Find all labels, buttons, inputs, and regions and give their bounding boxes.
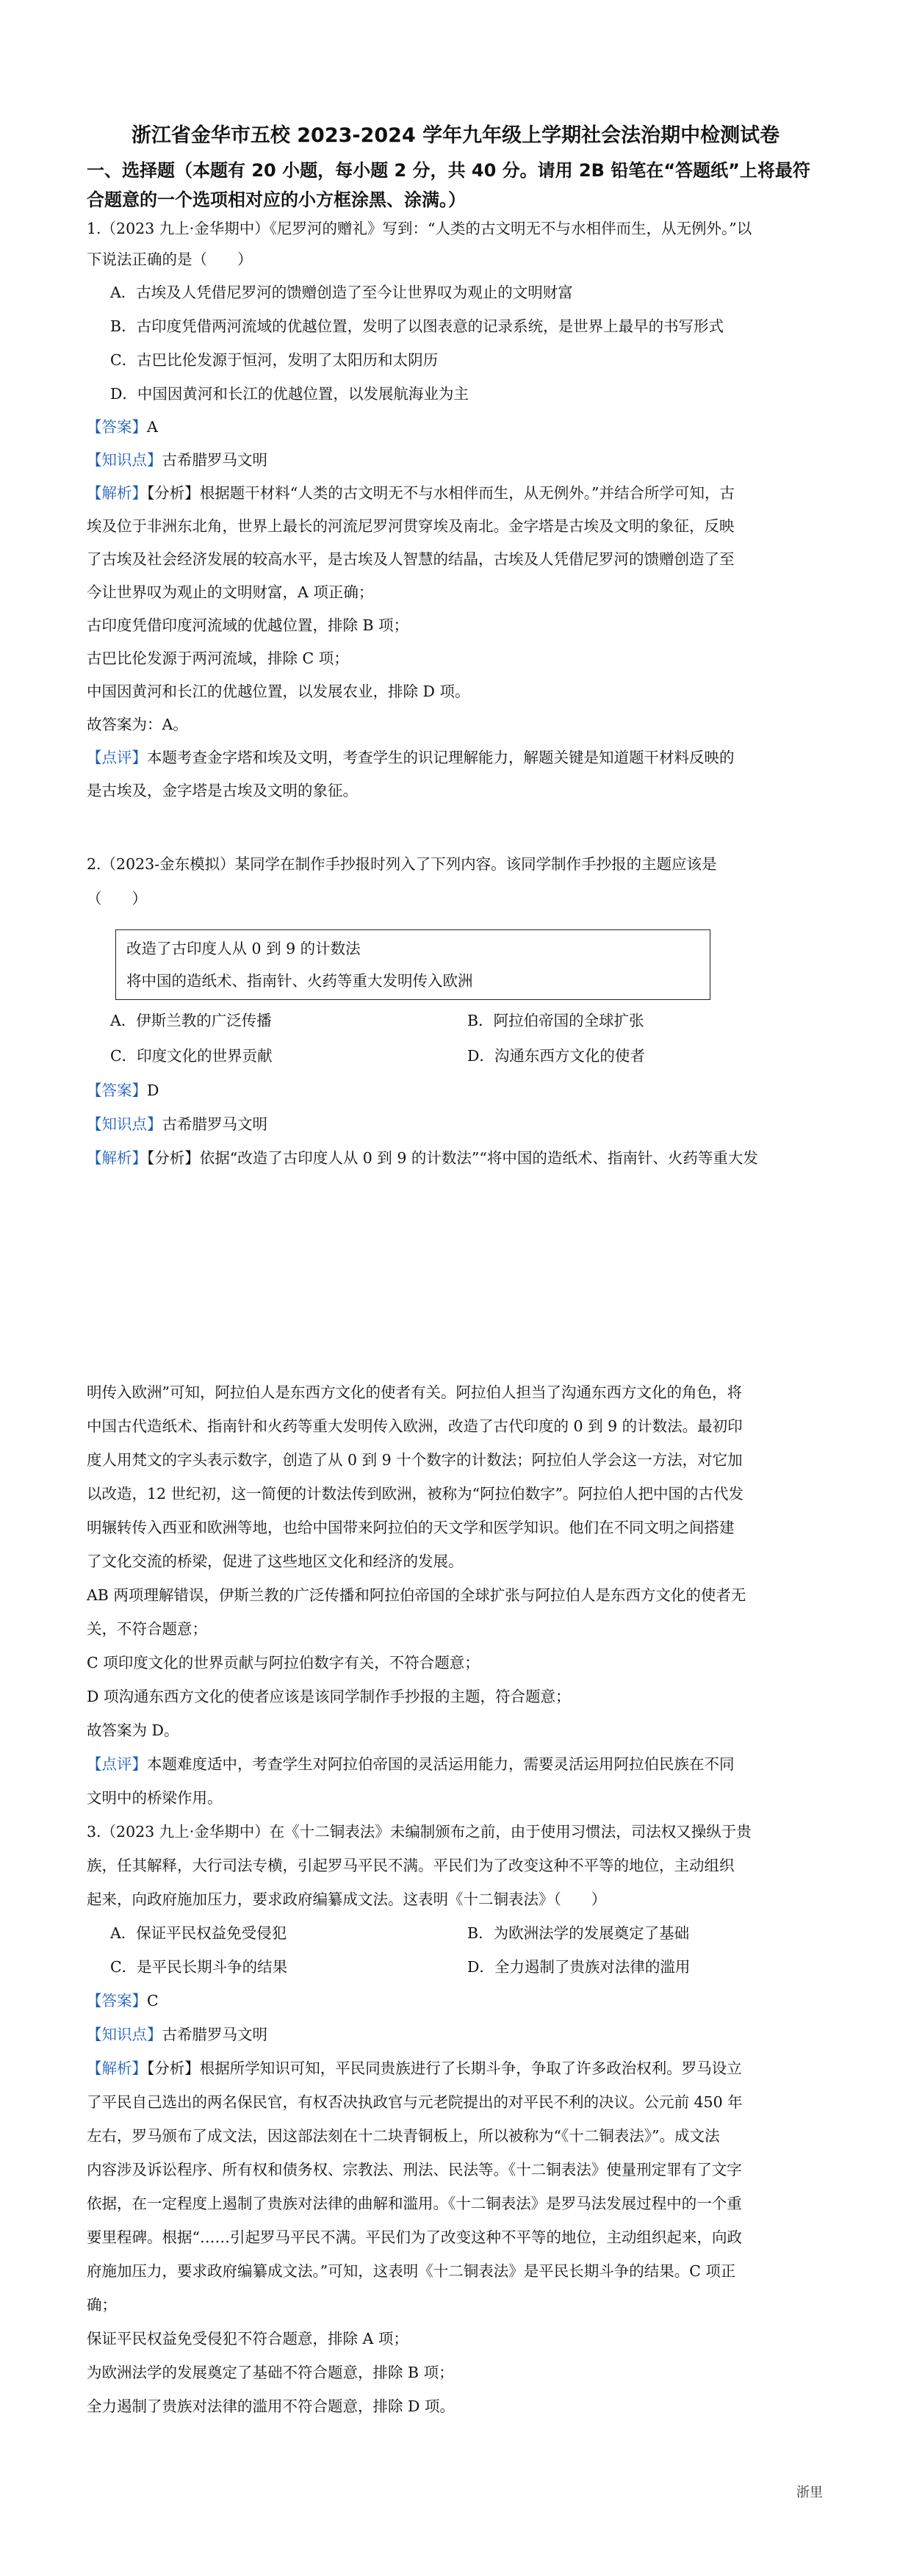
q3-option-d: D．全力遏制了贵族对法律的滥用 <box>467 1958 691 1976</box>
q3-stem-line: 3.（2023 九上·金华期中）在《十二铜表法》未编制颁布之前，由于使用习惯法，司法权又操纵于贵 <box>87 1823 752 1841</box>
q2-material-line: 将中国的造纸术、指南针、火药等重大发明传入欧洲 <box>126 972 473 990</box>
review-label: 【点评】 <box>87 749 147 766</box>
q1-option-b: B．古印度凭借两河流域的优越位置，发明了以图表意的记录系统，是世界上最早的书写形式 <box>110 317 724 335</box>
q2-material-box <box>115 929 710 1000</box>
analysis-text: 【分析】依据“改造了古印度人从 0 到 9 的计数法”“将中国的造纸术、指南针、火药等重大发 <box>147 1149 758 1167</box>
q3-analysis-line: 保证平民权益免受侵犯不符合题意，排除 A 项； <box>87 2330 408 2347</box>
analysis-label: 【解析】 <box>87 1149 147 1167</box>
knowledge-label: 【知识点】 <box>87 451 162 469</box>
analysis-text: 【分析】根据题干材料“人类的古文明无不与水相伴而生，从无例外。”并结合所学可知，古 <box>147 484 735 502</box>
q2-analysis-line: AB 两项理解错误，伊斯兰教的广泛传播和阿拉伯帝国的全球扩张与阿拉伯人是东西方文化的使者无 <box>87 1586 746 1604</box>
q1-analysis-line: 古巴比伦发源于两河流域，排除 C 项； <box>87 650 349 667</box>
q3-stem-line: 族，任其解释，大行司法专横，引起罗马平民不满。平民们为了改变这种不平等的地位，主动组织 <box>87 1857 735 1874</box>
review-text: 本题考查金字塔和埃及文明，考查学生的识记理解能力，解题关键是知道题干材料反映的 <box>147 749 735 766</box>
q2-analysis-line: 了文化交流的桥梁，促进了这些地区文化和经济的发展。 <box>87 1553 464 1570</box>
answer-label: 【答案】 <box>87 1992 147 2010</box>
knowledge-value: 古希腊罗马文明 <box>162 2026 267 2043</box>
q2-analysis-line: 关，不符合题意； <box>87 1620 207 1638</box>
q3-answer <box>87 1988 829 2013</box>
answer-label: 【答案】 <box>87 418 147 436</box>
q1-analysis-line: 故答案为：A。 <box>87 716 188 733</box>
page-footer: 浙里 <box>796 2485 823 2500</box>
q3-analysis-line: 全力遏制了贵族对法律的滥用不符合题意，排除 D 项。 <box>87 2397 455 2415</box>
q2-option-d: D．沟通东西方文化的使者 <box>467 1047 645 1065</box>
section-heading <box>87 156 829 215</box>
q3-analysis-line: 府施加压力，要求政府编纂成文法。”可知，这表明《十二铜表法》是平民长期斗争的结果。C 项正 <box>87 2262 736 2280</box>
q2-stem-line: （ ） <box>87 890 147 907</box>
q3-analysis-line: 依据，在一定程度上遏制了贵族对法律的曲解和滥用。《十二铜表法》是罗马法发展过程中的一个重 <box>87 2195 742 2212</box>
q2-analysis-line: C 项印度文化的世界贡献与阿拉伯数字有关，不符合题意； <box>87 1654 480 1672</box>
q3-analysis-line <box>87 2056 829 2081</box>
q1-analysis-line: 埃及位于非洲东北角，世界上最长的河流尼罗河贯穿埃及南北。金字塔是古埃及文明的象征，反映 <box>87 517 735 535</box>
q2-analysis-line: 中国古代造纸术、指南针和火药等重大发明传入欧洲，改造了古代印度的 0 到 9 的计数法。最初印 <box>87 1417 743 1435</box>
q3-analysis-line: 内容涉及诉讼程序、所有权和债务权、宗教法、刑法、民法等。《十二铜表法》使量刑定罪有了文字 <box>87 2161 742 2179</box>
q1-option-d: D．中国因黄河和长江的优越位置，以发展航海业为主 <box>110 385 469 403</box>
q2-analysis-line: D 项沟通东西方文化的使者应该是该同学制作手抄报的主题，符合题意； <box>87 1688 571 1705</box>
q3-analysis-line: 为欧洲法学的发展奠定了基础不符合题意，排除 B 项； <box>87 2364 454 2381</box>
q3-stem-line: 起来，向政府施加压力，要求政府编纂成文法。这表明《十二铜表法》（ ） <box>87 1890 607 1908</box>
q1-review-line: 是古埃及，金字塔是古埃及文明的象征。 <box>87 782 358 799</box>
q2-analysis-line <box>87 1145 829 1170</box>
answer-value: C <box>147 1992 159 2010</box>
q1-option-a: A．古埃及人凭借尼罗河的馈赠创造了至今让世界叹为观止的文明财富 <box>110 284 573 301</box>
q2-review-line <box>87 1752 829 1777</box>
q3-option-c: C．是平民长期斗争的结果 <box>110 1958 288 1976</box>
analysis-text: 【分析】根据所学知识可知，平民同贵族进行了长期斗争，争取了许多政治权利。罗马设立 <box>147 2059 742 2077</box>
q2-analysis-line: 明传入欧洲”可知，阿拉伯人是东西方文化的使者有关。阿拉伯人担当了沟通东西方文化的角色，将 <box>87 1384 742 1401</box>
q2-stem-line: 2.（2023-金东模拟）某同学在制作手抄报时列入了下列内容。该同学制作手抄报的主题应该是 <box>87 855 717 873</box>
q3-analysis-line: 确； <box>87 2296 117 2314</box>
analysis-label: 【解析】 <box>87 2059 147 2077</box>
q3-analysis-line: 了平民自己选出的两名保民官，有权否决执政官与元老院提出的对平民不利的决议。公元前 450 年 <box>87 2093 743 2111</box>
q3-option-a: A．保证平民权益免受侵犯 <box>110 1924 287 1942</box>
knowledge-label: 【知识点】 <box>87 2026 162 2043</box>
answer-value: A <box>147 418 158 436</box>
q3-analysis-line: 要里程碑。根据“……引起罗马平民不满。平民们为了改变这种不平等的地位，主动组织起来，向政 <box>87 2228 742 2246</box>
q1-knowledge <box>87 447 829 472</box>
q3-analysis-line: 左右，罗马颁布了成文法，因这部法刻在十二块青铜板上，所以被称为“《十二铜表法》”。成文法 <box>87 2127 720 2145</box>
q2-review-line: 文明中的桥梁作用。 <box>87 1789 223 1807</box>
q1-review-line <box>87 745 829 770</box>
q2-option-b: B．阿拉伯帝国的全球扩张 <box>467 1012 644 1029</box>
q1-answer <box>87 414 829 439</box>
knowledge-label: 【知识点】 <box>87 1115 162 1133</box>
section-heading-line: 合题意的一个选项相对应的小方框涂黑、涂满。） <box>87 190 466 210</box>
q1-option-c: C．古巴比伦发源于恒河，发明了太阳历和太阴历 <box>110 351 439 369</box>
analysis-label: 【解析】 <box>87 484 147 502</box>
q1-analysis-line: 今让世界叹为观止的文明财富，A 项正确； <box>87 583 374 601</box>
knowledge-value: 古希腊罗马文明 <box>162 1115 267 1133</box>
section-heading-line: 一、选择题（本题有 20 小题，每小题 2 分，共 40 分。请用 2B 铅笔在“答题纸”上将最符 <box>87 160 810 181</box>
q3-option-b: B．为欧洲法学的发展奠定了基础 <box>467 1924 690 1942</box>
q2-knowledge <box>87 1112 829 1137</box>
q1-stem-line: 下说法正确的是（ ） <box>87 251 253 268</box>
q2-analysis-line: 以改造，12 世纪初，这一简便的计数法传到欧洲，被称为“阿拉伯数字”。阿拉伯人把中国的古代发 <box>87 1485 744 1503</box>
q2-answer <box>87 1078 829 1103</box>
q2-option-c: C．印度文化的世界贡献 <box>110 1047 273 1065</box>
q1-analysis-line: 古印度凭借印度河流域的优越位置，排除 B 项； <box>87 616 409 634</box>
q2-material-line: 改造了古印度人从 0 到 9 的计数法 <box>126 940 361 957</box>
q2-analysis-line: 故答案为 D。 <box>87 1721 179 1739</box>
q1-analysis-line: 了古埃及社会经济发展的较高水平，是古埃及人智慧的结晶，古埃及人凭借尼罗河的馈赠创造了至 <box>87 550 735 568</box>
q2-analysis-line: 度人用梵文的字头表示数字，创造了从 0 到 9 十个数字的计数法；阿拉伯人学会这一方法，对它加 <box>87 1451 743 1469</box>
q1-analysis-line <box>87 481 829 506</box>
review-label: 【点评】 <box>87 1755 147 1773</box>
page-title: 浙江省金华市五校 2023-2024 学年九年级上学期社会法治期中检测试卷 <box>131 124 780 147</box>
q1-analysis-line: 中国因黄河和长江的优越位置，以发展农业，排除 D 项。 <box>87 683 470 700</box>
answer-label: 【答案】 <box>87 1082 147 1099</box>
q2-analysis-line: 明辗转传入西亚和欧洲等地，也给中国带来阿拉伯的天文学和医学知识。他们在不同文明之间搭建 <box>87 1519 735 1536</box>
knowledge-value: 古希腊罗马文明 <box>162 451 267 469</box>
q2-option-a: A．伊斯兰教的广泛传播 <box>110 1012 272 1029</box>
q1-stem-line: 1.（2023 九上·金华期中）《尼罗河的赠礼》写到：“人类的古文明无不与水相伴而生，从无例外。”以 <box>87 220 752 237</box>
q3-knowledge <box>87 2022 829 2047</box>
review-text: 本题难度适中，考查学生对阿拉伯帝国的灵活运用能力，需要灵活运用阿拉伯民族在不同 <box>147 1755 735 1773</box>
answer-value: D <box>147 1082 159 1099</box>
